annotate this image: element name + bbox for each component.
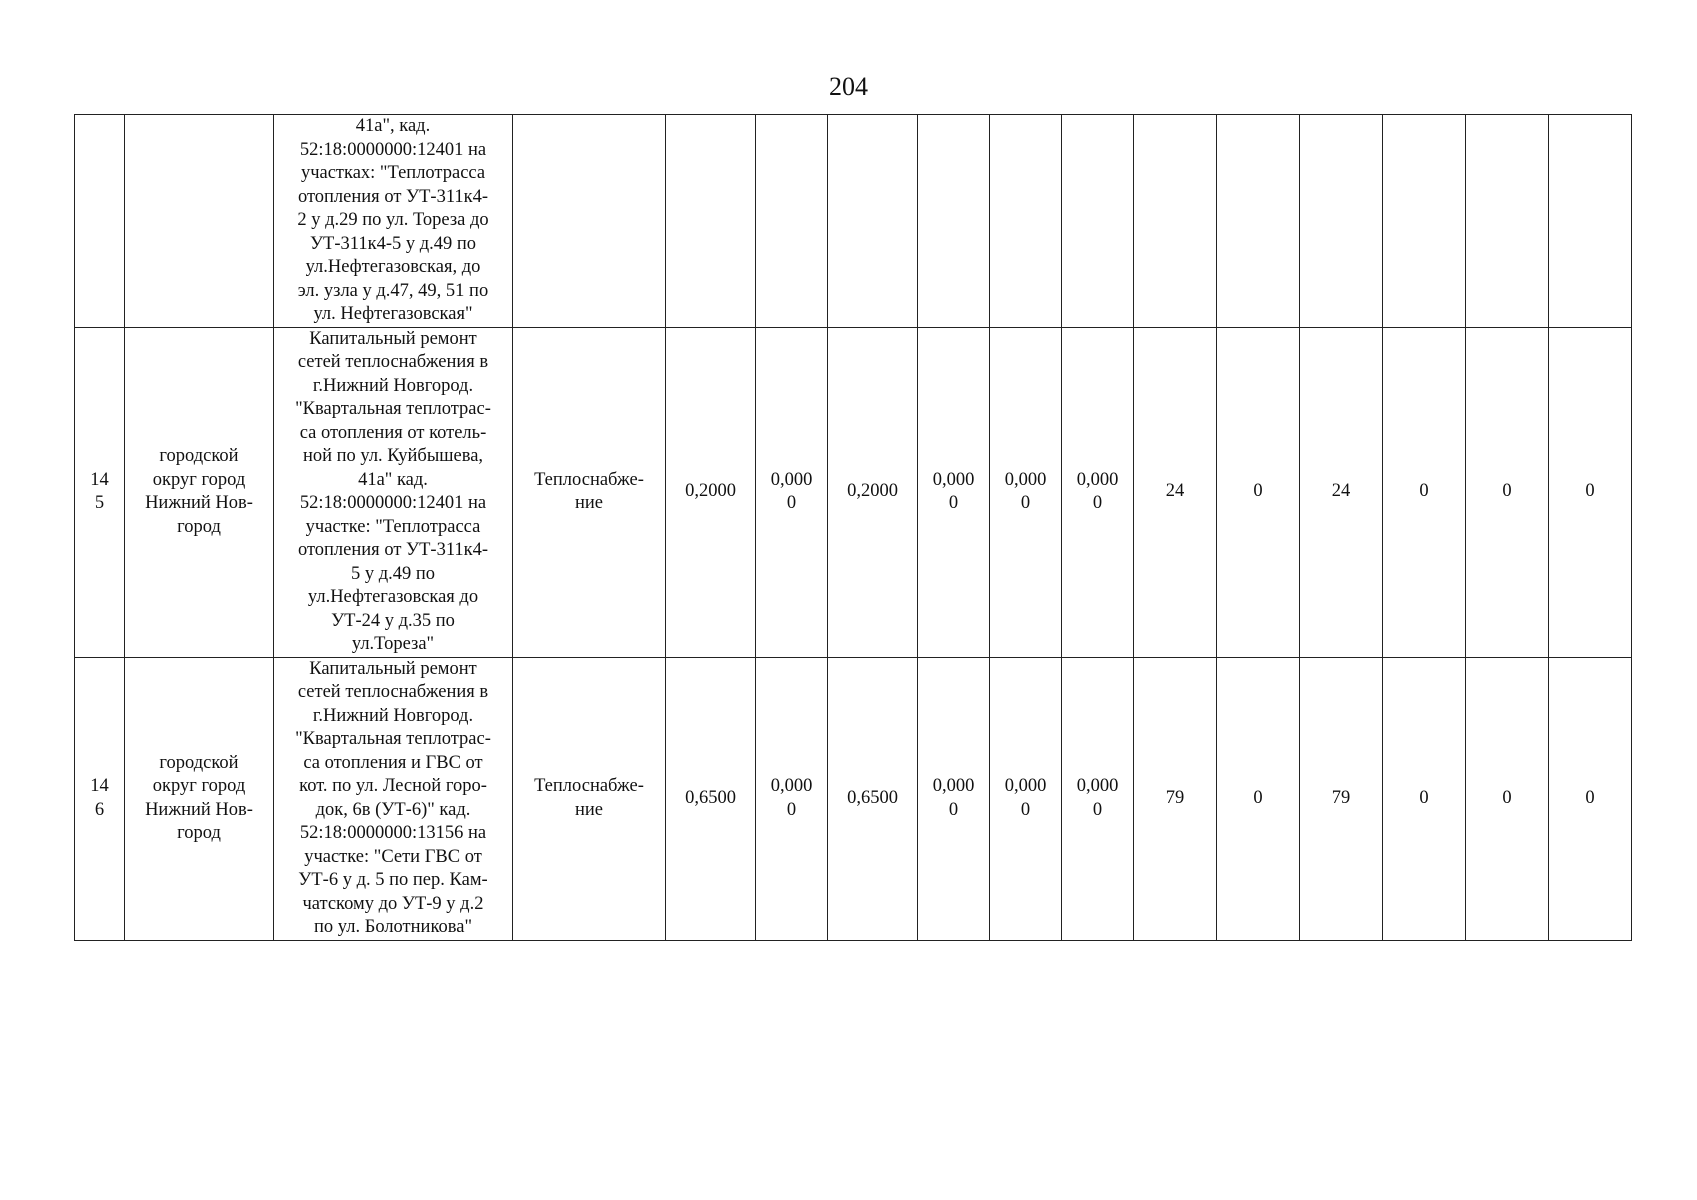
- value-cell: [1217, 115, 1300, 328]
- description-cell: Капитальный ремонт сетей теплоснабжения в г.Нижний Новгород. "Квартальная теплотрас- са отопления от котель- ной по ул. Куйбышева, 41а" кад. 52:18:0000000:12401 на участке: "Теплотрасса отопления от УТ-311к4- 5 у д.49 по ул.Нефтегазовская до УТ-24 у д.35 по ул.Тореза": [274, 327, 513, 657]
- value-cell: 0,6500: [666, 657, 756, 940]
- value-cell: 0: [1383, 327, 1466, 657]
- value-cell: [1134, 115, 1217, 328]
- value-cell: [513, 115, 666, 328]
- value-cell: [990, 115, 1062, 328]
- value-cell: 0: [1383, 657, 1466, 940]
- value-cell: 0,2000: [666, 327, 756, 657]
- data-table: [74, 114, 1632, 941]
- value-cell: 0: [1549, 657, 1632, 940]
- value-cell: 0: [1466, 657, 1549, 940]
- value-cell: 0,000 0: [756, 657, 828, 940]
- table-row: [75, 657, 1632, 940]
- category-cell: Теплоснабже- ние: [513, 327, 666, 657]
- table-row: [75, 327, 1632, 657]
- value-cell: 0,000 0: [1062, 657, 1134, 940]
- value-cell: 0,000 0: [756, 327, 828, 657]
- row-number-cell: [75, 115, 125, 328]
- category-cell: Теплоснабже- ние: [513, 657, 666, 940]
- value-cell: 0,000 0: [918, 657, 990, 940]
- value-cell: 79: [1300, 657, 1383, 940]
- page-number: 204: [829, 72, 868, 101]
- territory-cell: [125, 115, 274, 328]
- value-cell: 0,6500: [828, 657, 918, 940]
- value-cell: 0: [1217, 657, 1300, 940]
- territory-cell: городской округ город Нижний Нов- город: [125, 657, 274, 940]
- row-number-cell: 14 6: [75, 657, 125, 940]
- value-cell: 0,000 0: [990, 327, 1062, 657]
- description-cell: Капитальный ремонт сетей теплоснабжения в г.Нижний Новгород. "Квартальная теплотрас- са отопления и ГВС от кот. по ул. Лесной горо- док, 6в (УТ-6)" кад. 52:18:0000000:13156 на участке: "Сети ГВС от УТ-6 у д. 5 по пер. Кам- чатскому до УТ-9 у д.2 по ул. Болотникова": [274, 657, 513, 940]
- value-cell: [666, 115, 756, 328]
- value-cell: [1549, 115, 1632, 328]
- value-cell: [756, 115, 828, 328]
- value-cell: 79: [1134, 657, 1217, 940]
- value-cell: 0: [1466, 327, 1549, 657]
- value-cell: 0,000 0: [1062, 327, 1134, 657]
- value-cell: [1062, 115, 1134, 328]
- value-cell: [918, 115, 990, 328]
- value-cell: [1300, 115, 1383, 328]
- value-cell: [828, 115, 918, 328]
- territory-cell: городской округ город Нижний Нов- город: [125, 327, 274, 657]
- row-number-cell: 14 5: [75, 327, 125, 657]
- value-cell: 0: [1549, 327, 1632, 657]
- value-cell: 0,000 0: [918, 327, 990, 657]
- value-cell: 24: [1134, 327, 1217, 657]
- table-row: [75, 115, 1632, 328]
- value-cell: 0: [1217, 327, 1300, 657]
- value-cell: [1383, 115, 1466, 328]
- value-cell: [1466, 115, 1549, 328]
- value-cell: 0,000 0: [990, 657, 1062, 940]
- value-cell: 0,2000: [828, 327, 918, 657]
- value-cell: 24: [1300, 327, 1383, 657]
- description-cell: 41а", кад. 52:18:0000000:12401 на участках: "Теплотрасса отопления от УТ-311к4- 2 у д.29 по ул. Тореза до УТ-311к4-5 у д.49 по ул.Нефтегазовская, до эл. узла у д.47, 49, 51 по ул. Нефтегазовская": [274, 115, 513, 328]
